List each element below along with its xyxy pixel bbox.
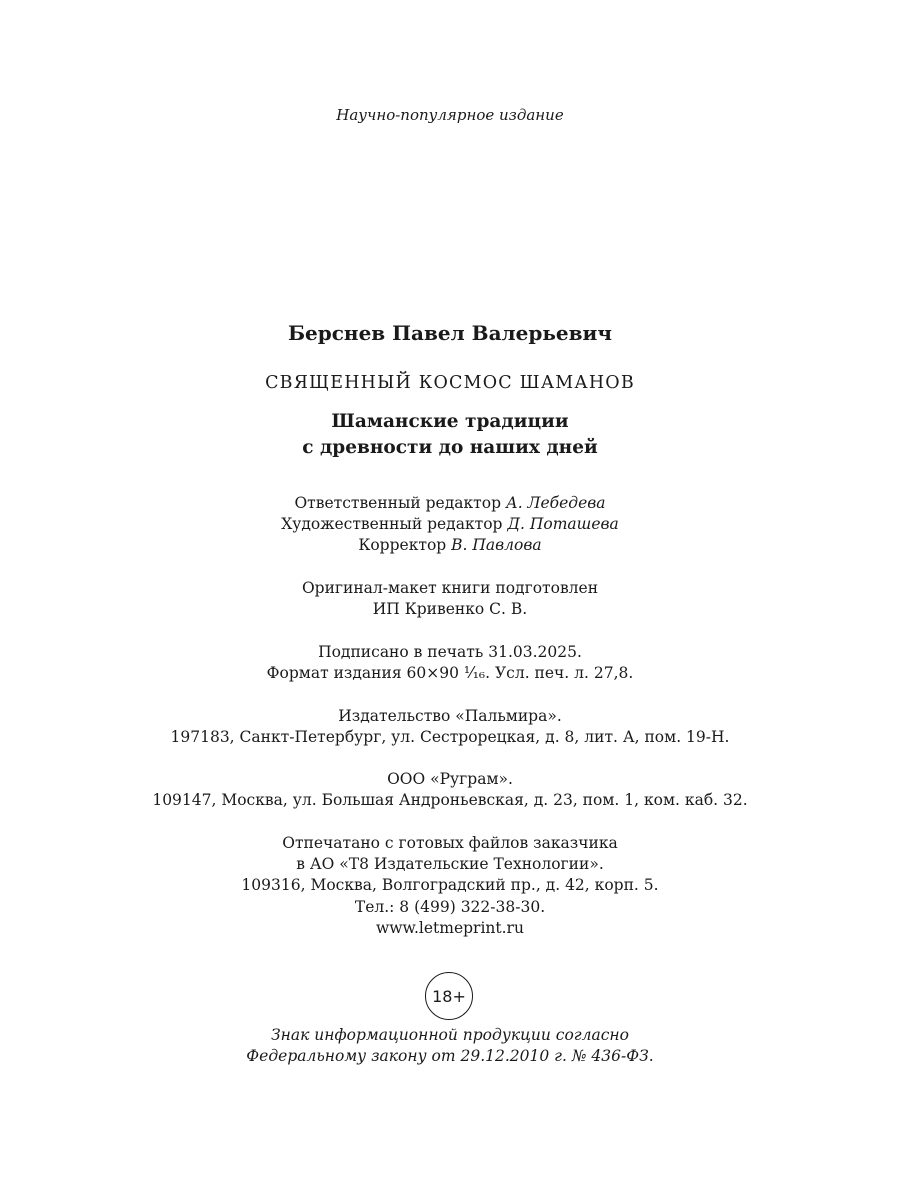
signed-to-print: Подписано в печать 31.03.2025.	[318, 643, 582, 661]
credit-role: Ответственный редактор	[294, 494, 502, 512]
credit-name: А. Лебедева	[505, 494, 606, 512]
publisher-address: 197183, Санкт-Петербург, ул. Сестрорецкая, д. 8, лит. А, пом. 19-Н.	[170, 728, 730, 746]
layout-note-line-2: ИП Кривенко С. В.	[372, 600, 528, 618]
age-rating-badge: 18+	[425, 972, 473, 1020]
print-format: Формат издания 60×90 ¹⁄₁₆. Усл. печ. л. 27,8.	[266, 664, 634, 682]
credit-name: В. Павлова	[451, 536, 542, 554]
credit-proofreader	[0, 536, 900, 554]
credit-role: Художественный редактор	[281, 515, 503, 533]
printer-line-2: в АО «Т8 Издательские Технологии».	[296, 855, 604, 873]
credit-name: Д. Поташева	[507, 515, 619, 533]
credit-art-editor	[0, 515, 900, 533]
author-name: Берснев Павел Валерьевич	[287, 321, 613, 345]
printer-website: www.letmeprint.ru	[376, 919, 524, 937]
law-note-line-1: Знак информационной продукции согласно	[271, 1026, 629, 1044]
printer-address: 109316, Москва, Волгоградский пр., д. 42, корп. 5.	[241, 876, 659, 894]
publisher-name: Издательство «Пальмира».	[338, 707, 562, 725]
printer-line-1: Отпечатано с готовых файлов заказчика	[282, 834, 618, 852]
distributor-name: ООО «Руграм».	[387, 770, 513, 788]
credit-role: Корректор	[358, 536, 447, 554]
printer-phone: Тел.: 8 (499) 322-38-30.	[354, 898, 546, 916]
subtitle-line-1: Шаманские традиции	[331, 411, 569, 432]
credit-responsible-editor	[0, 494, 900, 512]
distributor-address: 109147, Москва, ул. Большая Андроньевская, д. 23, пом. 1, ком. каб. 32.	[152, 791, 748, 809]
layout-note-line-1: Оригинал-макет книги подготовлен	[301, 579, 599, 597]
edition-type: Научно-популярное издание	[336, 106, 564, 124]
subtitle-line-2: с древности до наших дней	[302, 437, 598, 458]
book-title: СВЯЩЕННЫЙ КОСМОС ШАМАНОВ	[265, 373, 635, 393]
law-note-line-2: Федеральному закону от 29.12.2010 г. № 436-ФЗ.	[246, 1047, 654, 1065]
